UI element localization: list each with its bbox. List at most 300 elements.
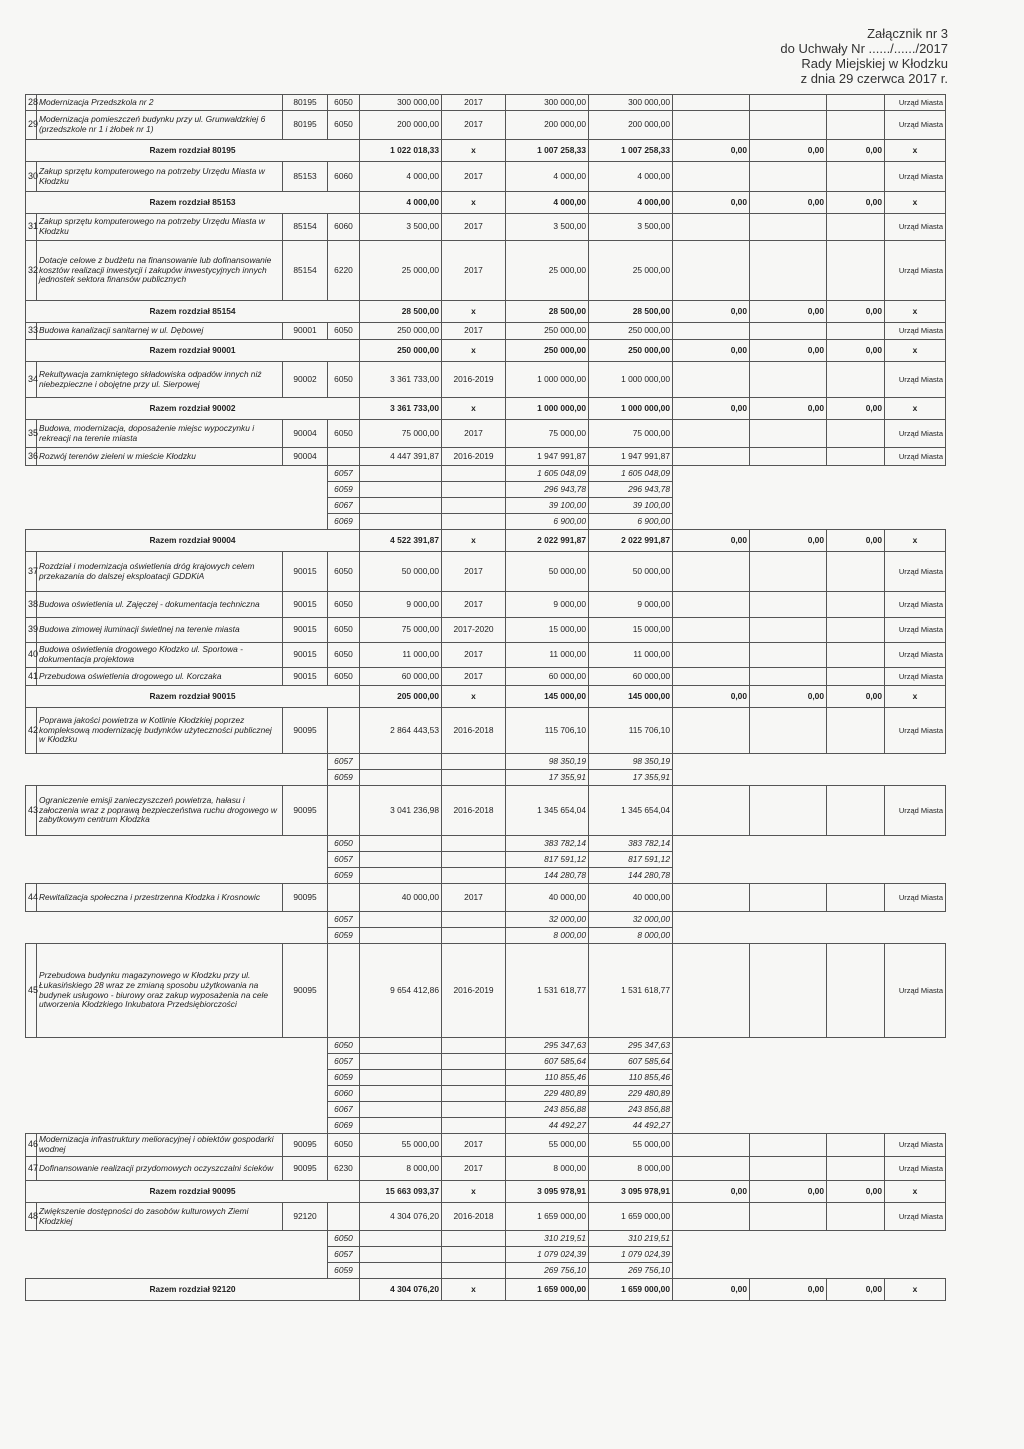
project-row: [26, 884, 946, 912]
realization-years: 2017: [442, 323, 506, 340]
responsible-unit: Urząd Miasta: [885, 618, 946, 643]
total-cost: 75 000,00: [360, 618, 442, 643]
spacer: [673, 1054, 946, 1070]
amount-d: 0,00: [750, 140, 827, 162]
chapter-code: 90095: [283, 884, 328, 912]
amount-blank: [750, 552, 827, 592]
row-number: 32: [26, 241, 37, 301]
spacer: [673, 928, 946, 944]
paragraph-code: 6050: [328, 643, 360, 668]
planned-expenditure: 28 500,00: [506, 301, 589, 323]
years-blank: [442, 1086, 506, 1102]
years-blank: [442, 770, 506, 786]
investment-table: [25, 94, 946, 1301]
paragraph-code: [328, 708, 360, 754]
project-row: [26, 241, 946, 301]
total-blank: [360, 1118, 442, 1134]
amount-blank: [750, 241, 827, 301]
amount-blank: [750, 592, 827, 618]
realization-years: 2016-2018: [442, 708, 506, 754]
realization-years: 2016-2018: [442, 786, 506, 836]
planned-expenditure: 229 480,89: [506, 1086, 589, 1102]
total-cost: 75 000,00: [360, 420, 442, 448]
spacer: [673, 514, 946, 530]
paragraph-code: 6050: [328, 323, 360, 340]
spacer: [26, 466, 328, 482]
amount-blank: [673, 618, 750, 643]
paragraph-breakdown-row: [26, 482, 946, 498]
chapter-code: 85154: [283, 241, 328, 301]
amount-c: 0,00: [673, 1279, 750, 1301]
paragraph-code: 6050: [328, 1134, 360, 1157]
amount-blank: [827, 420, 885, 448]
spacer: [673, 868, 946, 884]
planned-expenditure: 6 900,00: [506, 514, 589, 530]
own-funds: 1 079 024,39: [589, 1247, 673, 1263]
years-blank: [442, 466, 506, 482]
planned-expenditure: 1 947 991,87: [506, 448, 589, 466]
paragraph-breakdown-row: [26, 1263, 946, 1279]
years-blank: [442, 1054, 506, 1070]
realization-years: 2017: [442, 420, 506, 448]
amount-e: 0,00: [827, 301, 885, 323]
spacer: [673, 852, 946, 868]
realization-years: 2017: [442, 643, 506, 668]
task-name: Rozwój terenów zieleni w mieście Kłodzku: [37, 448, 283, 466]
amount-d: 0,00: [750, 530, 827, 552]
planned-expenditure: 1 079 024,39: [506, 1247, 589, 1263]
years-blank: [442, 868, 506, 884]
own-funds: 8 000,00: [589, 928, 673, 944]
total-cost: 4 522 391,87: [360, 530, 442, 552]
years-blank: [442, 514, 506, 530]
realization-years: 2017: [442, 1157, 506, 1181]
own-funds: 1 345 654,04: [589, 786, 673, 836]
years-blank: [442, 482, 506, 498]
amount-blank: [750, 884, 827, 912]
spacer: [26, 1054, 328, 1070]
paragraph-code: [328, 448, 360, 466]
realization-years: 2017: [442, 241, 506, 301]
project-row: [26, 944, 946, 1038]
total-cost: 3 361 733,00: [360, 398, 442, 420]
chapter-code: 90095: [283, 708, 328, 754]
responsible-unit: Urząd Miasta: [885, 1134, 946, 1157]
amount-blank: [673, 1157, 750, 1181]
paragraph-code: 6059: [328, 868, 360, 884]
amount-e: 0,00: [827, 140, 885, 162]
row-number: 33: [26, 323, 37, 340]
amount-blank: [827, 643, 885, 668]
amount-e: 0,00: [827, 1279, 885, 1301]
amount-c: 0,00: [673, 686, 750, 708]
amount-d: 0,00: [750, 192, 827, 214]
chapter-code: 90095: [283, 1157, 328, 1181]
amount-d: 0,00: [750, 1181, 827, 1203]
task-name: Zwiększenie dostępności do zasobów kulturowych Ziemi Kłodzkiej: [37, 1203, 283, 1231]
own-funds: 1 947 991,87: [589, 448, 673, 466]
project-row: [26, 420, 946, 448]
amount-blank: [827, 1203, 885, 1231]
own-funds: 44 492,27: [589, 1118, 673, 1134]
project-row: [26, 362, 946, 398]
paragraph-code: [328, 944, 360, 1038]
own-funds: 55 000,00: [589, 1134, 673, 1157]
planned-expenditure: 607 585,64: [506, 1054, 589, 1070]
amount-blank: [827, 1134, 885, 1157]
responsible-unit: Urząd Miasta: [885, 1203, 946, 1231]
planned-expenditure: 9 000,00: [506, 592, 589, 618]
paragraph-code: 6059: [328, 1263, 360, 1279]
total-blank: [360, 928, 442, 944]
amount-blank: [750, 786, 827, 836]
chapter-code: 90095: [283, 1134, 328, 1157]
responsible-unit: Urząd Miasta: [885, 668, 946, 686]
chapter-code: 90095: [283, 786, 328, 836]
chapter-code: 90015: [283, 668, 328, 686]
paragraph-code: 6050: [328, 592, 360, 618]
spacer: [26, 1231, 328, 1247]
total-cost: 1 022 018,33: [360, 140, 442, 162]
spacer: [26, 498, 328, 514]
planned-expenditure: 4 000,00: [506, 162, 589, 192]
own-funds: 28 500,00: [589, 301, 673, 323]
paragraph-code: 6230: [328, 1157, 360, 1181]
x-mark: x: [442, 530, 506, 552]
responsible-unit: Urząd Miasta: [885, 1157, 946, 1181]
years-blank: [442, 1102, 506, 1118]
chapter-total-label: Razem rozdział 90002: [26, 398, 360, 420]
project-row: [26, 552, 946, 592]
total-cost: 8 000,00: [360, 1157, 442, 1181]
planned-expenditure: 383 782,14: [506, 836, 589, 852]
amount-blank: [673, 214, 750, 241]
years-blank: [442, 1231, 506, 1247]
project-row: [26, 618, 946, 643]
row-number: 31: [26, 214, 37, 241]
chapter-code: 80195: [283, 111, 328, 140]
amount-blank: [827, 323, 885, 340]
realization-years: 2016-2019: [442, 448, 506, 466]
planned-expenditure: 1 659 000,00: [506, 1279, 589, 1301]
amount-e: 0,00: [827, 398, 885, 420]
x-mark: x: [885, 398, 946, 420]
paragraph-code: 6057: [328, 912, 360, 928]
total-cost: 4 000,00: [360, 192, 442, 214]
chapter-code: 90004: [283, 420, 328, 448]
own-funds: 1 531 618,77: [589, 944, 673, 1038]
total-blank: [360, 466, 442, 482]
amount-blank: [827, 944, 885, 1038]
amount-e: 0,00: [827, 530, 885, 552]
own-funds: 200 000,00: [589, 111, 673, 140]
x-mark: x: [442, 340, 506, 362]
amount-blank: [673, 552, 750, 592]
planned-expenditure: 817 591,12: [506, 852, 589, 868]
task-name: Poprawa jakości powietrza w Kotlinie Kłodzkiej poprzez kompleksową modernizację budynków użyteczności publicznej w Kłodzku: [37, 708, 283, 754]
total-cost: 25 000,00: [360, 241, 442, 301]
amount-blank: [673, 592, 750, 618]
row-number: 40: [26, 643, 37, 668]
project-row: [26, 643, 946, 668]
amount-blank: [827, 592, 885, 618]
amount-blank: [673, 643, 750, 668]
paragraph-code: 6060: [328, 1086, 360, 1102]
paragraph-breakdown-row: [26, 852, 946, 868]
total-cost: 55 000,00: [360, 1134, 442, 1157]
total-cost: 4 304 076,20: [360, 1279, 442, 1301]
planned-expenditure: 1 000 000,00: [506, 398, 589, 420]
paragraph-code: 6050: [328, 111, 360, 140]
realization-years: 2016-2019: [442, 362, 506, 398]
chapter-total-row: [26, 398, 946, 420]
realization-years: 2017: [442, 552, 506, 592]
amount-blank: [673, 362, 750, 398]
spacer: [673, 1086, 946, 1102]
paragraph-breakdown-row: [26, 868, 946, 884]
total-blank: [360, 1086, 442, 1102]
planned-expenditure: 8 000,00: [506, 928, 589, 944]
row-number: 41: [26, 668, 37, 686]
total-cost: 300 000,00: [360, 95, 442, 111]
total-cost: 60 000,00: [360, 668, 442, 686]
paragraph-code: 6057: [328, 1054, 360, 1070]
row-number: 28: [26, 95, 37, 111]
total-blank: [360, 836, 442, 852]
project-row: [26, 214, 946, 241]
own-funds: 17 355,91: [589, 770, 673, 786]
spacer: [673, 1070, 946, 1086]
paragraph-code: 6050: [328, 552, 360, 592]
amount-blank: [673, 323, 750, 340]
spacer: [673, 1263, 946, 1279]
planned-expenditure: 1 007 258,33: [506, 140, 589, 162]
planned-expenditure: 32 000,00: [506, 912, 589, 928]
amount-e: 0,00: [827, 340, 885, 362]
planned-expenditure: 269 756,10: [506, 1263, 589, 1279]
responsible-unit: Urząd Miasta: [885, 786, 946, 836]
amount-blank: [673, 111, 750, 140]
amount-blank: [750, 162, 827, 192]
paragraph-breakdown-row: [26, 514, 946, 530]
paragraph-breakdown-row: [26, 498, 946, 514]
paragraph-breakdown-row: [26, 466, 946, 482]
years-blank: [442, 836, 506, 852]
paragraph-breakdown-row: [26, 1086, 946, 1102]
own-funds: 3 500,00: [589, 214, 673, 241]
total-blank: [360, 1038, 442, 1054]
task-name: Budowa zimowej iluminacji świetlnej na terenie miasta: [37, 618, 283, 643]
years-blank: [442, 928, 506, 944]
amount-blank: [750, 362, 827, 398]
planned-expenditure: 250 000,00: [506, 340, 589, 362]
total-cost: 2 864 443,53: [360, 708, 442, 754]
years-blank: [442, 1263, 506, 1279]
task-name: Budowa oświetlenia ul. Zajęczej - dokumentacja techniczna: [37, 592, 283, 618]
spacer: [26, 1118, 328, 1134]
own-funds: 250 000,00: [589, 340, 673, 362]
project-row: [26, 592, 946, 618]
spacer: [673, 1038, 946, 1054]
amount-blank: [750, 944, 827, 1038]
project-row: [26, 1157, 946, 1181]
amount-blank: [673, 420, 750, 448]
own-funds: 1 659 000,00: [589, 1279, 673, 1301]
total-blank: [360, 754, 442, 770]
amount-c: 0,00: [673, 1181, 750, 1203]
own-funds: 229 480,89: [589, 1086, 673, 1102]
own-funds: 50 000,00: [589, 552, 673, 592]
responsible-unit: Urząd Miasta: [885, 448, 946, 466]
paragraph-code: 6050: [328, 1038, 360, 1054]
own-funds: 4 000,00: [589, 192, 673, 214]
paragraph-code: 6060: [328, 162, 360, 192]
chapter-total-row: [26, 686, 946, 708]
own-funds: 8 000,00: [589, 1157, 673, 1181]
amount-blank: [827, 362, 885, 398]
chapter-total-label: Razem rozdział 80195: [26, 140, 360, 162]
amount-blank: [673, 241, 750, 301]
row-number: 43: [26, 786, 37, 836]
chapter-total-label: Razem rozdział 90095: [26, 1181, 360, 1203]
amount-c: 0,00: [673, 301, 750, 323]
row-number: 39: [26, 618, 37, 643]
planned-expenditure: 144 280,78: [506, 868, 589, 884]
total-blank: [360, 852, 442, 868]
project-row: [26, 448, 946, 466]
x-mark: x: [885, 340, 946, 362]
amount-d: 0,00: [750, 340, 827, 362]
project-row: [26, 1134, 946, 1157]
spacer: [673, 912, 946, 928]
amount-e: 0,00: [827, 686, 885, 708]
resolution-number: do Uchwały Nr ....../....../2017: [780, 41, 948, 56]
amount-c: 0,00: [673, 140, 750, 162]
paragraph-breakdown-row: [26, 1038, 946, 1054]
amount-c: 0,00: [673, 340, 750, 362]
task-name: Modernizacja pomieszczeń budynku przy ul. Grunwaldzkiej 6 (przedszkole nr 1 i żłobek nr 1): [37, 111, 283, 140]
planned-expenditure: 75 000,00: [506, 420, 589, 448]
total-blank: [360, 1231, 442, 1247]
amount-blank: [750, 1134, 827, 1157]
total-cost: 250 000,00: [360, 323, 442, 340]
chapter-code: 90002: [283, 362, 328, 398]
chapter-code: 90015: [283, 643, 328, 668]
spacer: [673, 1118, 946, 1134]
years-blank: [442, 1038, 506, 1054]
amount-blank: [827, 241, 885, 301]
amount-blank: [750, 214, 827, 241]
x-mark: x: [885, 192, 946, 214]
years-blank: [442, 1118, 506, 1134]
paragraph-code: 6069: [328, 514, 360, 530]
chapter-total-label: Razem rozdział 85153: [26, 192, 360, 214]
planned-expenditure: 1 345 654,04: [506, 786, 589, 836]
chapter-total-label: Razem rozdział 90015: [26, 686, 360, 708]
planned-expenditure: 50 000,00: [506, 552, 589, 592]
years-blank: [442, 1070, 506, 1086]
task-name: Budowa oświetlenia drogowego Kłodzko ul. Sportowa - dokumentacja projektowa: [37, 643, 283, 668]
responsible-unit: Urząd Miasta: [885, 95, 946, 111]
realization-years: 2017: [442, 162, 506, 192]
spacer: [26, 1263, 328, 1279]
realization-years: 2017: [442, 592, 506, 618]
project-row: [26, 668, 946, 686]
planned-expenditure: 1 531 618,77: [506, 944, 589, 1038]
total-cost: 205 000,00: [360, 686, 442, 708]
total-cost: 50 000,00: [360, 552, 442, 592]
amount-blank: [750, 95, 827, 111]
amount-blank: [827, 708, 885, 754]
chapter-code: 80195: [283, 95, 328, 111]
spacer: [673, 1231, 946, 1247]
amount-blank: [673, 95, 750, 111]
task-name: Dotacje celowe z budżetu na finansowanie lub dofinansowanie kosztów realizacji inwestycji i zakupów inwestycyjnych innych jednostek sektora finansów publicznych: [37, 241, 283, 301]
own-funds: 32 000,00: [589, 912, 673, 928]
planned-expenditure: 4 000,00: [506, 192, 589, 214]
planned-expenditure: 200 000,00: [506, 111, 589, 140]
x-mark: x: [442, 140, 506, 162]
chapter-total-row: [26, 301, 946, 323]
amount-e: 0,00: [827, 192, 885, 214]
spacer: [26, 1247, 328, 1263]
planned-expenditure: 110 855,46: [506, 1070, 589, 1086]
amount-c: 0,00: [673, 398, 750, 420]
total-cost: 250 000,00: [360, 340, 442, 362]
own-funds: 1 000 000,00: [589, 398, 673, 420]
chapter-total-label: Razem rozdział 90001: [26, 340, 360, 362]
amount-blank: [827, 448, 885, 466]
amount-blank: [673, 1134, 750, 1157]
spacer: [26, 1086, 328, 1102]
task-name: Rewitalizacja społeczna i przestrzenna Kłodzka i Krosnowic: [37, 884, 283, 912]
attachment-number: Załącznik nr 3: [867, 26, 948, 41]
spacer: [26, 1102, 328, 1118]
planned-expenditure: 98 350,19: [506, 754, 589, 770]
planned-expenditure: 310 219,51: [506, 1231, 589, 1247]
row-number: 35: [26, 420, 37, 448]
spacer: [26, 868, 328, 884]
chapter-total-row: [26, 1279, 946, 1301]
paragraph-breakdown-row: [26, 754, 946, 770]
own-funds: 295 347,63: [589, 1038, 673, 1054]
amount-blank: [750, 618, 827, 643]
planned-expenditure: 3 500,00: [506, 214, 589, 241]
project-row: [26, 95, 946, 111]
amount-blank: [750, 323, 827, 340]
spacer: [673, 754, 946, 770]
paragraph-code: 6050: [328, 836, 360, 852]
own-funds: 40 000,00: [589, 884, 673, 912]
planned-expenditure: 2 022 991,87: [506, 530, 589, 552]
own-funds: 4 000,00: [589, 162, 673, 192]
spacer: [673, 1247, 946, 1263]
planned-expenditure: 25 000,00: [506, 241, 589, 301]
planned-expenditure: 1 605 048,09: [506, 466, 589, 482]
responsible-unit: Urząd Miasta: [885, 944, 946, 1038]
paragraph-breakdown-row: [26, 912, 946, 928]
own-funds: 817 591,12: [589, 852, 673, 868]
own-funds: 310 219,51: [589, 1231, 673, 1247]
chapter-code: 90001: [283, 323, 328, 340]
resolution-date: z dnia 29 czerwca 2017 r.: [800, 71, 948, 86]
responsible-unit: Urząd Miasta: [885, 884, 946, 912]
task-name: Rozdział i modernizacja oświetlenia dróg krajowych celem przekazania do dalszej eksploatacji GDDKiA: [37, 552, 283, 592]
realization-years: 2017: [442, 111, 506, 140]
chapter-code: 90004: [283, 448, 328, 466]
chapter-code: 85154: [283, 214, 328, 241]
paragraph-code: 6050: [328, 618, 360, 643]
